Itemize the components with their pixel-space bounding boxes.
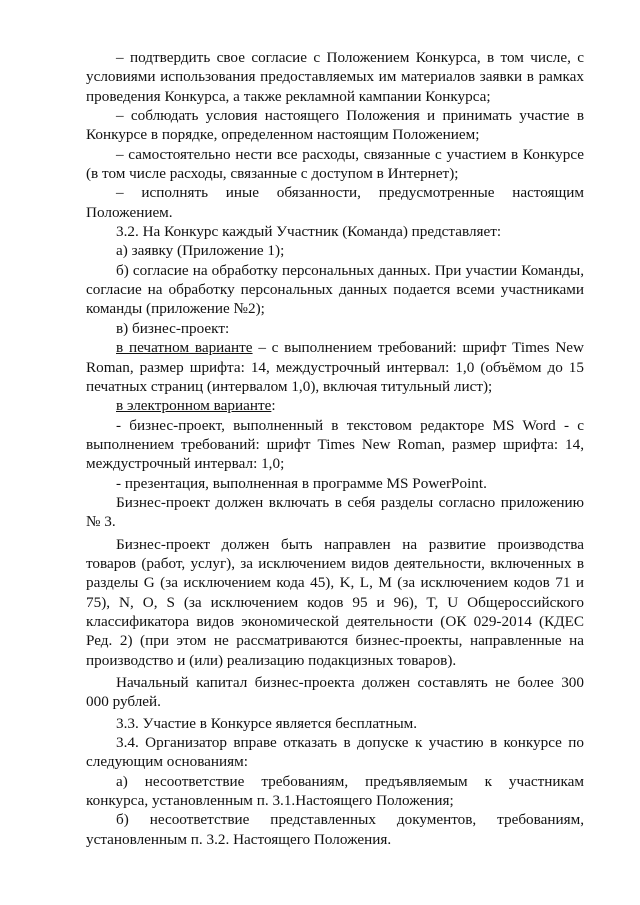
paragraph-comply: – соблюдать условия настоящего Положения и принимать участие в Конкурсе в порядке, определенном настоящим Положением; [86, 107, 584, 144]
printed-version-text: – с выполнением требований: шрифт Times New Roman, размер шрифта: 14, междустрочный интервал: 1,0 (объёмом до 15 печатных страниц (интервалом 1,0), включая титульный лист); [86, 339, 584, 395]
printed-version-label: в печатном варианте [116, 339, 253, 357]
paragraph-expenses: – самостоятельно нести все расходы, связанные с участием в Конкурсе (в том числе расходы, связанные с доступом в Интернет); [86, 145, 584, 183]
paragraph-refusal-b: б) несоответствие представленных документов, требованиям, установленным п. 3.2. Настоящего Положения. [86, 811, 584, 848]
paragraph-duties: – исполнять иные обязанности, предусмотренные настоящим Положением. [86, 184, 584, 221]
paragraph-personal-data: б) согласие на обработку персональных данных. При участии Команды, согласие на обработку персональных данных подается всеми участниками команды (приложение №2); [86, 261, 584, 318]
document-body [86, 48, 584, 849]
electronic-version-colon: : [271, 397, 276, 415]
paragraph-business-project: в) бизнес-проект: [116, 319, 230, 337]
paragraph-word-doc: - бизнес-проект, выполненный в текстовом редакторе MS Word - с выполнением требований: шрифт Times New Roman, размер шрифта: 14, междустрочный интервал: 1,0; [86, 416, 584, 473]
electronic-version-label: в электронном варианте [116, 397, 272, 415]
paragraph-3-2: 3.2. На Конкурс каждый Участник (Команда) представляет: [116, 223, 502, 241]
paragraph-consent: – подтвердить свое согласие с Положением Конкурса, в том числе, с условиями использования предоставляемых им материалов заявки в рамках проведения Конкурса, а также рекламной кампании Конкурса; [86, 49, 584, 105]
paragraph-direction: Бизнес-проект должен быть направлен на развитие производства товаров (работ, услуг), за исключением видов деятельности, включенных в разделы G (за исключением кода 45), K, L, M (за исключением кодов 71 и 75), N, O, S (за исключением кодов 95 и 96), T, U Общероссийского классификатора видов экономической деятельности (ОК 029-2014 (КДЕС Ред. 2) (при этом не рассматриваются бизнес-проекты, направленные на производство и (или) реализацию подакцизных товаров). [86, 535, 584, 669]
paragraph-electronic-version [86, 396, 584, 415]
paragraph-application: а) заявку (Приложение 1); [116, 242, 285, 260]
paragraph-capital: Начальный капитал бизнес-проекта должен составлять не более 300 000 рублей. [86, 674, 584, 711]
paragraph-3-4: 3.4. Организатор вправе отказать в допуске к участию в конкурсе по следующим основаниям: [86, 734, 584, 771]
paragraph-presentation: - презентация, выполненная в программе MS PowerPoint. [116, 474, 487, 492]
paragraph-printed-version [86, 338, 584, 396]
paragraph-sections: Бизнес-проект должен включать в себя разделы согласно приложению № 3. [86, 493, 584, 531]
paragraph-refusal-a: а) несоответствие требованиям, предъявляемым к участникам конкурса, установленным п. 3.1.Настоящего Положения; [86, 772, 584, 810]
paragraph-3-3: 3.3. Участие в Конкурсе является бесплатным. [116, 714, 418, 732]
